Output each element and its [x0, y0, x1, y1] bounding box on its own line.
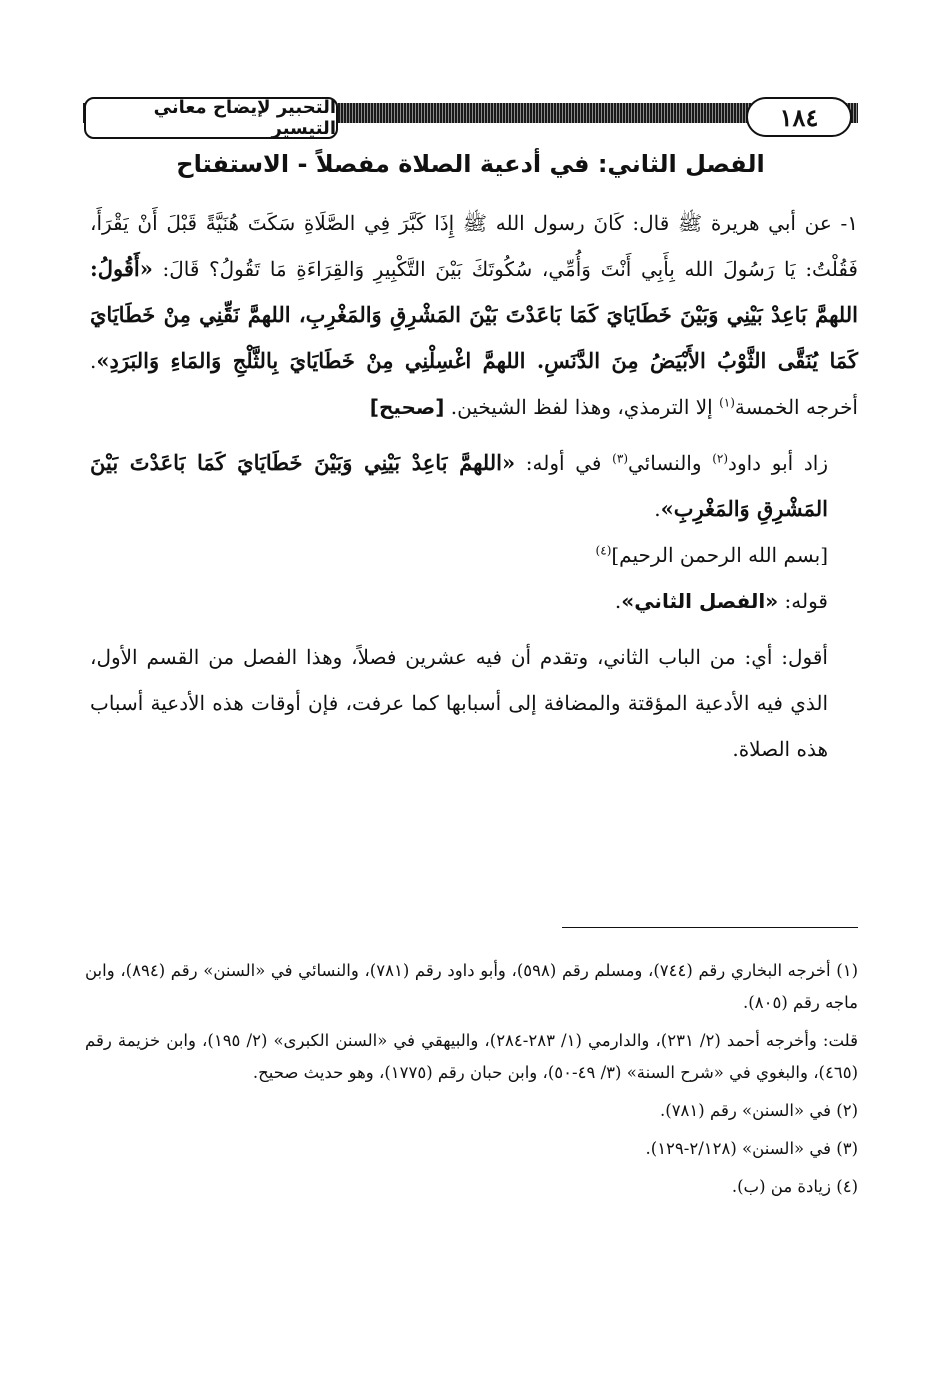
footnote-1: (١) أخرجه البخاري رقم (٧٤٤)، ومسلم رقم (٥٩٨)، وأبو داود رقم (٧٨١)، والنسائي في «السنن» رقم (٨٩٤)، وابن ماجه رقم (٨٠٥).: [85, 961, 858, 1012]
addition-text-3: في أوله:: [515, 451, 613, 475]
qawluhu-label: قوله:: [778, 589, 828, 613]
addition-paragraph: [90, 440, 858, 532]
hadith-grade: [صحيح]: [369, 395, 445, 419]
commentary-paragraph: أقول: أي: من الباب الثاني، وتقدم أن فيه عشرين فصلاً، وهذا الفصل من القسم الأول، الذي فيه الأدعية المؤقتة والمضافة إلى أسبابها كما عرفت، فإن أوقات هذه الأدعية أسباب هذه الصلاة.: [90, 645, 828, 761]
footnote-ref-3[interactable]: (٣): [612, 451, 628, 466]
qawluhu-end: .: [614, 589, 622, 613]
running-header-title: التحبير لإيضاح معاني التيسير: [84, 97, 338, 139]
footnote-separator: [562, 927, 858, 928]
addition-text: زاد أبو داود: [728, 451, 829, 475]
takhrij-text: . أخرجه الخمسة: [90, 349, 858, 419]
hadith-intro: ١- عن أبي هريرة ﷺ قال: كَانَ رسول الله ﷺ إِذَا كَبَّرَ فِي الصَّلَاةِ سَكَتَ هُنَيَّةً قَبْلَ أَنْ يَقْرَأَ، فَقُلْتُ: يَا رَسُولَ الله بِأَبِي أَنْتَ وَأُمِّي، سُكُوتَكَ بَيْنَ التَّكْبِيرِ وَالقِرَاءَةِ مَا تَقُولُ؟ قَالَ:: [90, 211, 858, 281]
addition-end: .: [654, 497, 661, 521]
main-text: [90, 200, 858, 772]
hadith-paragraph: [90, 200, 858, 430]
addition-text-2: والنسائي: [628, 451, 713, 475]
footnote-4: (٤) زيادة من (ب).: [731, 1177, 858, 1196]
footnote-2: (٢) في «السنن» رقم (٧٨١).: [660, 1101, 858, 1120]
qawluhu-quote: «الفصل الثاني»: [621, 589, 779, 613]
section-title: الفصل الثاني: في أدعية الصلاة مفصلاً - الاستفتاح: [176, 150, 765, 178]
footnote-ref-2[interactable]: (٢): [712, 451, 729, 466]
page-number: ١٨٤: [746, 97, 852, 137]
basmala-line: [90, 532, 858, 578]
footnote-ref-1[interactable]: (١): [719, 395, 735, 410]
footnote-3: (٣) في «السنن» (٢/١٢٨-١٢٩).: [645, 1139, 858, 1158]
addition-quote: «اللهمَّ بَاعِدْ بَيْنِي وَبَيْنَ خَطَايَايَ كَمَا بَاعَدْتَ بَيْنَ المَشْرِقِ وَالمَغْرِبِ»: [90, 450, 828, 521]
footnotes: [85, 955, 858, 1209]
hadith-supplication: «أَقُولُ: اللهمَّ بَاعِدْ بَيْنِي وَبَيْنَ خَطَايَايَ كَمَا بَاعَدْتَ بَيْنَ المَشْرِقِ وَالمَغْرِبِ، اللهمَّ نَقِّنِي مِنْ خَطَايَايَ كَمَا يُنَقَّى الثَّوْبُ الأَبْيَضُ مِنَ الدَّنَسِ. اللهمَّ اغْسِلْنِي مِنْ خَطَايَايَ بِالثَّلْجِ وَالمَاءِ وَالبَرَدِ»: [90, 256, 858, 373]
basmala-text: [بسم الله الرحمن الرحيم]: [611, 543, 828, 567]
qawluhu-line: [90, 578, 858, 624]
footnote-ref-4[interactable]: (٤): [595, 543, 612, 558]
footnote-1-continued: قلت: وأخرجه أحمد (٢/ ٢٣١)، والدارمي (١/ ٢٨٣-٢٨٤)، والبيهقي في «السنن الكبرى» (٢/ ١٩٥)، وابن خزيمة رقم (٤٦٥)، والبغوي في «شرح السنة» (٣/ ٤٩-٥٠)، وابن حبان رقم (١٧٧٥)، وهو حديث صحيح.: [85, 1031, 858, 1082]
takhrij-text-cont: إلا الترمذي، وهذا لفظ الشيخين.: [444, 395, 720, 419]
